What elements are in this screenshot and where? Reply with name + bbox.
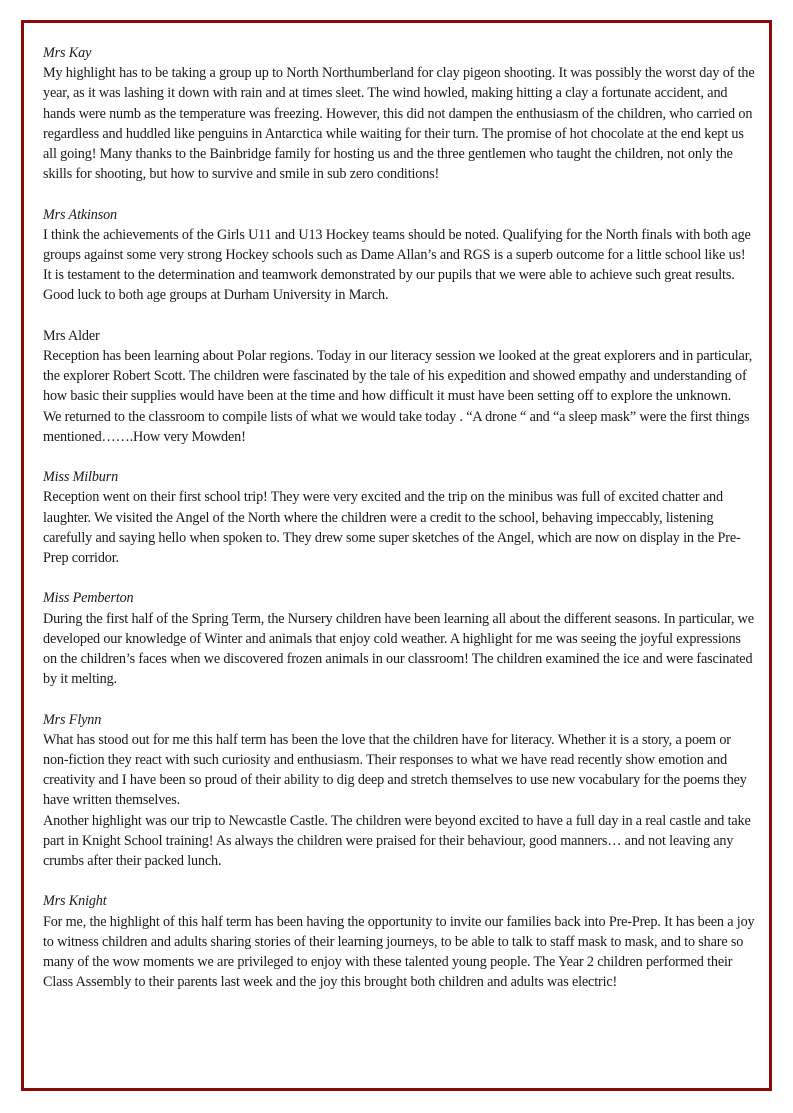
author-name: Miss Milburn [43,469,119,486]
entry-mrs-knight [43,891,755,992]
entry-paragraph: We returned to the classroom to compile lists of what we would take today . “A drone “ and “a sleep mask” were the first things mentioned…….How very Mowden! [43,408,750,445]
entry-paragraph: Reception went on their first school trip! They were very excited and the trip on the minibus was full of excited chatter and laughter. We visited the Angel of the North where the children were a credit to the school, behaving impeccably, listening carefully and saying hello when spoken to. They drew some super sketches of the Angel, which are now on display in the Pre-Prep corridor. [43,489,741,567]
author-name: Miss Pemberton [43,590,134,607]
entry-paragraph: Another highlight was our trip to Newcastle Castle. The children were beyond excited to have a full day in a real castle and take part in Knight School training! As always the children were praised for their behaviour, good manners… and not leaving any crumbs after their packed lunch. [43,812,751,870]
entry-mrs-flynn [43,710,755,872]
entry-mrs-alder [43,326,755,447]
entry-paragraph: For me, the highlight of this half term has been having the opportunity to invite our families back into Pre-Prep. It has been a joy to witness children and adults sharing stories of their learning journeys, to be able to talk to staff mask to mask, and to share so many of the wow moments we are privileged to enjoy with these talented young people. The Year 2 children performed their Class Assembly to their parents last week and the joy this brought both children and adults was electric! [43,913,755,991]
entry-mrs-kay [43,43,755,184]
entry-paragraph: My highlight has to be taking a group up to North Northumberland for clay pigeon shooting. It was possibly the worst day of the year, as it was lashing it down with rain and at times sleet. The wind howled, making hitting a clay a fortunate accident, and hands were numb as the temperature was freezing. However, this did not dampen the enthusiasm of the children, who carried on regardless and huddled like penguins in Antarctica while waiting for their turn. The promise of hot chocolate at the end kept us all going! Many thanks to the Bainbridge family for hosting us and the three gentlemen who taught the children, not only the skills for shooting, but how to survive and smile in sub zero conditions! [43,65,755,183]
entry-miss-pemberton [43,588,755,689]
entry-miss-milburn [43,467,755,568]
author-name: Mrs Alder [43,327,100,344]
author-name: Mrs Flynn [43,711,102,728]
author-name: Mrs Kay [43,45,92,61]
entry-paragraph: During the first half of the Spring Term, the Nursery children have been learning all about the different seasons. In particular, we developed our knowledge of Winter and animals that enjoy cold weather. A highlight for me was seeing the joyful expressions on the children’s faces when we discovered frozen animals in our classroom! The children examined the ice and were fascinated by it melting. [43,610,754,688]
entry-mrs-atkinson [43,205,755,306]
entry-paragraph: I think the achievements of the Girls U11 and U13 Hockey teams should be noted. Qualifying for the North finals with both age groups against some very strong Hockey schools such as Dame Allan’s and RGS is a superb outcome for a little school like us! It is testament to the determination and teamwork demonstrated by our pupils that we were able to achieve such great results. Good luck to both age groups at Durham University in March. [43,226,751,304]
author-name: Mrs Knight [43,893,107,910]
author-name: Mrs Atkinson [43,206,118,223]
entry-paragraph: Reception has been learning about Polar regions. Today in our literacy session we looked at the great explorers and in particular, the explorer Robert Scott. The children were fascinated by the tale of his expedition and showed empathy and understanding of how basic their supplies would have been at the time and how difficult it must have been setting off to explore the unknown. [43,348,753,405]
document-body [43,43,755,1013]
entry-paragraph: What has stood out for me this half term has been the love that the children have for literacy. Whether it is a story, a poem or non-fiction they react with such curiosity and enthusiasm. Their responses to what we have read recently show emotion and creativity and I have been so proud of their ability to dig deep and stretch themselves to use new vocabulary for the poems they have written themselves. [43,731,747,809]
